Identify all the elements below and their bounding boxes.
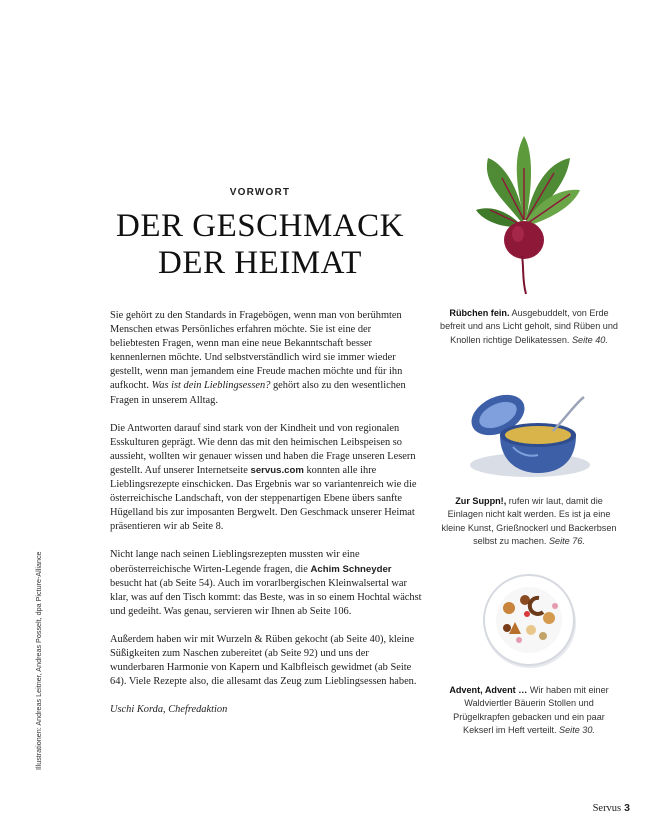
beet-illustration	[462, 128, 592, 298]
paragraph-text: Sie gehört zu den Standards in Fragebögen, wenn man von berühmten Menschen etwas Persönliches erfahren möchte. Sie ist eine der beliebtesten Fragen, wenn man eine neue Bekanntschaft besser kennenlernen möchte. Und selbstverständlich wird sie immer wieder gestellt, wenn man jemandem eine Freude machen möchte und für ihn aufkocht.	[110, 310, 403, 392]
caption-page-ref: Seite 30.	[559, 724, 595, 735]
cookie	[539, 632, 547, 640]
headline-line-2: DER HEIMAT	[158, 245, 362, 281]
article-body	[110, 309, 422, 731]
caption-text: Ausgebuddelt, von Erde befreit und ans Licht geholt, sind Rüben und Knollen richtige Delikatessen.	[440, 308, 618, 345]
beet-root	[504, 221, 544, 294]
page-number: 3	[624, 802, 630, 814]
beet-leaves	[476, 136, 580, 227]
section-label: VORWORT	[229, 187, 291, 198]
soup-surface	[505, 426, 571, 444]
page-footer	[570, 802, 630, 814]
caption-beet	[440, 307, 618, 347]
paragraph-italic: Was ist dein Lieblingsessen?	[151, 380, 271, 392]
cookie	[526, 625, 536, 635]
paragraph	[110, 422, 422, 535]
paragraph	[110, 548, 422, 618]
website-link[interactable]: servus.com	[250, 464, 304, 476]
illustration-credit: Illustrationen: Andreas Leitner, Andreas Posselt, dpa Picture-Alliance	[34, 551, 43, 770]
headline-line-1: DER GESCHMACK	[116, 208, 404, 244]
paragraph	[110, 309, 422, 408]
signature: Uschi Korda, Chefredaktion	[110, 704, 228, 716]
paragraph-text: konnten alle ihre Lieblingsrezepte einschicken. Das Ergebnis war so variantenreich wie die österreichische Landschaft, von der steppenartigen Ebene übers sanfte Hügelland bis zur imposanten Bergwelt. Den Geschmack unserer Heimat präsentieren wir ab Seite 8.	[110, 464, 417, 533]
caption-title: Zur Suppn!,	[455, 496, 507, 506]
paragraph-text: besucht hat (ab Seite 54). Auch im vorarlbergischen Kleinwalsertal war klar, was auf den Tisch kommt: das Beste, was in so einem Hochtal wächst und gedeiht. Was genau, servieren wir Ihnen ab Seite 106.	[110, 577, 422, 617]
cookie	[503, 602, 515, 614]
caption-soup	[440, 495, 618, 548]
author-name: Achim Schneyder	[310, 563, 392, 575]
caption-page-ref: Seite 76.	[548, 535, 585, 546]
headline	[88, 208, 432, 282]
caption-page-ref: Seite 40.	[571, 334, 608, 345]
caption-title: Advent, Advent …	[449, 685, 528, 695]
caption-cookies	[440, 684, 618, 737]
soup-tureen-illustration	[458, 385, 598, 485]
caption-title: Rübchen fein.	[449, 308, 510, 318]
caption-text: rufen wir laut, damit die Einlagen nicht kalt werden. Es ist ja eine kleine Kunst, Grießnockerl und Backerbsen selbst zu machen.	[441, 496, 617, 546]
paragraph	[110, 633, 422, 689]
paragraph-text: Außerdem haben wir mit Wurzeln & Rüben gekocht (ab Seite 40), kleine Süßigkeiten zum Naschen zubereitet (ab Seite 92) und uns der wunderbaren Harmonie von Kapern und Kalbfleisch gewidmet (ab Seite 64). Viele Rezepte also, die allesamt das Zeug zum Lieblingsessen haben.	[110, 633, 417, 688]
magazine-name: Servus	[592, 803, 622, 814]
paragraph-text: Die Antworten darauf sind stark von der Kindheit und von regionalen Esskulturen geprägt. Wie denn das mit den heimischen Leibspeisen so aussieht, wollten wir genauer wissen und haben die Frage unseren Lesern gestellt. Auf unserer Internetseite	[110, 422, 416, 476]
cookie	[543, 612, 555, 624]
paragraph-text: Nicht lange nach seinen Lieblingsrezepten mussten wir eine oberösterreichische Wirten-Legende fragen, die	[110, 549, 360, 575]
cookie-plate-illustration	[479, 570, 579, 670]
caption-text: Wir haben mit einer Waldviertler Bäuerin Stollen und Prügelkrapfen gebacken und ein paar Kekserl im Heft verteilt.	[453, 685, 609, 735]
paragraph-text: gehört also zu den wesentlichen Fragen in unserem Alltag.	[110, 380, 406, 406]
cookie	[503, 624, 511, 632]
